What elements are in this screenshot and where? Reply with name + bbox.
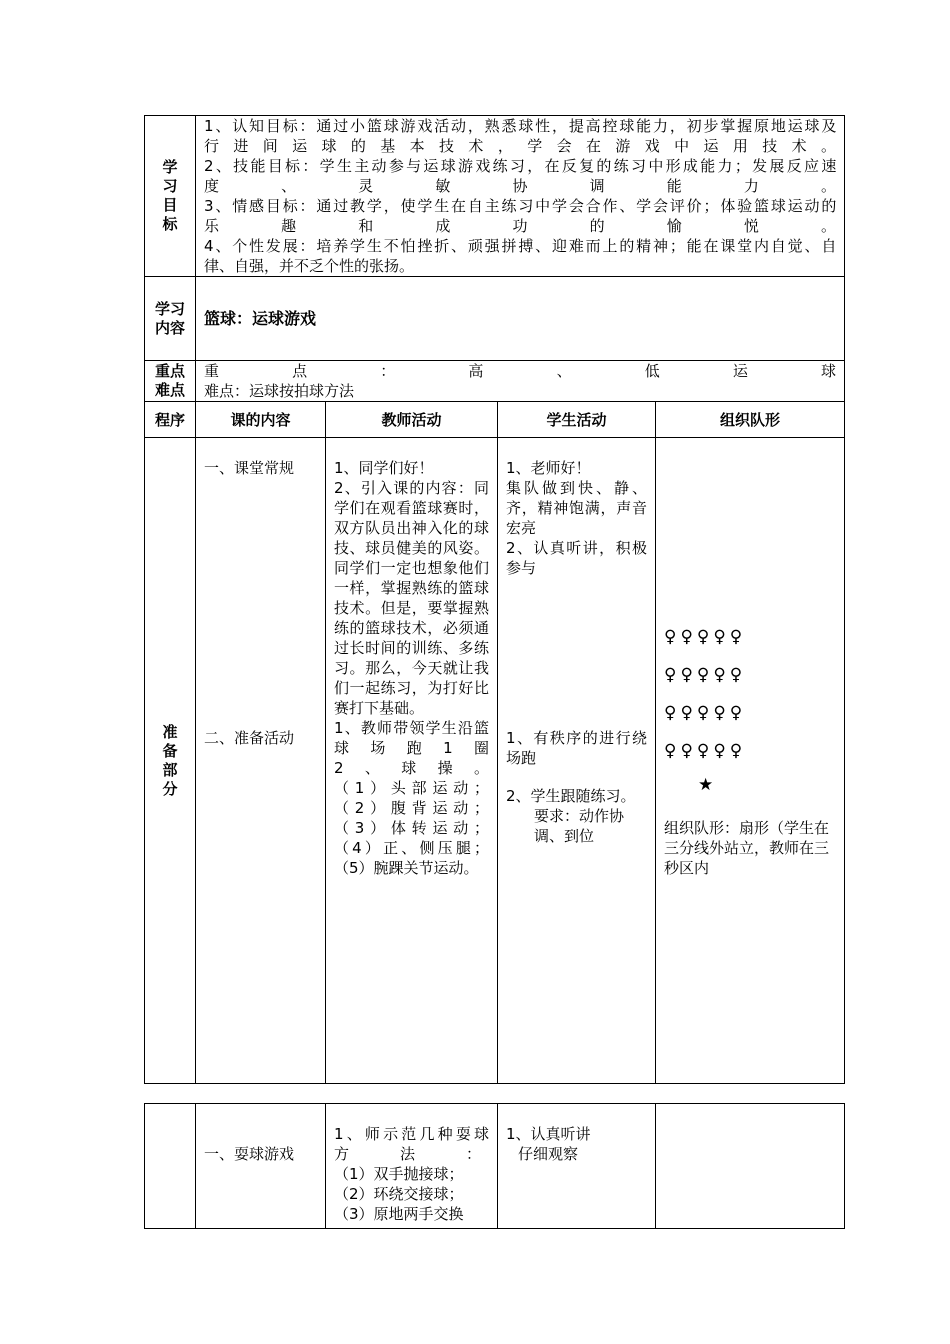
prep-lesson-1: 一、课堂常规 — [204, 459, 295, 477]
key-point: 重点：高、低运球 — [204, 362, 837, 380]
teacher-intro: 2、引入课的内容：同学们在观看篮球赛时，双方队员出神入化的球技、球员健美的风姿。同学们一定也想象他们一样，掌握熟练的篮球技术。但是，要掌握熟练的篮球技术，必须通过长时间的训练、多练习。那么，今天就让我们一起练习，为打好比赛打下基础。 — [334, 479, 489, 717]
formation-row-1: ♀♀♀♀♀ — [664, 627, 747, 647]
part2-formation-cell — [656, 1104, 845, 1229]
keypoints-cell — [196, 361, 845, 402]
student-listen: 2、认真听讲，积极参与 — [506, 539, 647, 577]
content-cell — [196, 277, 845, 361]
student-follow: 2、学生跟随练习。 — [506, 787, 636, 805]
student-run: 1、有秩序的进行绕场跑 — [506, 729, 647, 767]
student-requirement: 要求：动作协调、到位 — [534, 807, 625, 845]
teacher-run: 1、教师带领学生沿篮球场跑1圈 — [334, 719, 489, 757]
part2-lesson-cell — [196, 1104, 326, 1229]
part2-student-1: 1、认真听讲 — [506, 1125, 591, 1143]
header-student: 学生活动 — [498, 402, 656, 438]
goal-1b: 行进间运球的基本技术，学会在游戏中运用技术。 — [204, 137, 837, 155]
trick-1: （1）双手抛接球； — [334, 1165, 464, 1183]
exercise-5: （5）腕踝关节运动。 — [334, 859, 479, 877]
goal-4b: 律、自强，并不乏个性的张扬。 — [204, 257, 415, 275]
formation-diagram — [664, 618, 746, 800]
lesson-plan-table-2 — [144, 1103, 845, 1229]
difficulty-point: 难点：运球按拍球方法 — [204, 382, 355, 400]
exercise-3: （3）体转运动； — [334, 819, 489, 837]
part2-teacher-cell — [326, 1104, 498, 1229]
exercise-4: （4）正、侧压腿； — [334, 839, 489, 857]
prep-label-cell — [145, 438, 196, 1084]
trick-3: （3）原地两手交换 — [334, 1205, 464, 1223]
exercise-2: （2）腹背运动； — [334, 799, 489, 817]
teacher-demo-a: 1、师示范几种耍球 — [334, 1125, 489, 1143]
formation-row-4: ♀♀♀♀♀ — [664, 741, 747, 761]
formation-row-2: ♀♀♀♀♀ — [664, 665, 747, 685]
student-greet: 1、老师好！ — [506, 459, 591, 477]
part2-student-2: 仔细观察 — [518, 1145, 579, 1163]
trick-2: （2）环绕交接球； — [334, 1185, 464, 1203]
lesson-plan-table — [144, 115, 845, 1084]
goals-cell — [196, 116, 845, 277]
part2-lesson-1: 一、耍球游戏 — [204, 1145, 295, 1163]
goal-4a: 4、个性发展：培养学生不怕挫折、顽强拼搏、迎难而上的精神；能在课堂内自觉、自 — [204, 237, 837, 255]
prep-label: 准备部分 — [162, 722, 178, 798]
goal-1a: 1、认知目标：通过小篮球游戏活动，熟悉球性，提高控球能力，初步掌握原地运球及 — [204, 117, 837, 135]
exercise-1: （1）头部运动； — [334, 779, 489, 797]
content-value: 篮球：运球游戏 — [204, 308, 317, 328]
prep-lesson-cell — [196, 438, 326, 1084]
goal-2a: 2、技能目标：学生主动参与运球游戏练习，在反复的练习中形成能力；发展反应速 — [204, 157, 837, 175]
prep-student-cell — [498, 438, 656, 1084]
content-label-cell — [145, 277, 196, 361]
part2-label-cell — [145, 1104, 196, 1229]
goals-label: 学习目标 — [162, 158, 178, 233]
header-program: 程序 — [145, 402, 196, 438]
goals-label-cell — [145, 116, 196, 277]
formation-note: 组织队形：扇形（学生在三分线外站立，教师在三秒区内 — [664, 819, 830, 877]
student-line: 集队做到快、静、齐，精神饱满，声音宏亮 — [506, 479, 647, 537]
part2-student-cell — [498, 1104, 656, 1229]
goal-3a: 3、情感目标：通过教学，使学生在自主练习中学会合作、学会评价；体验篮球运动的 — [204, 197, 837, 215]
prep-lesson-2: 二、准备活动 — [204, 729, 295, 747]
keypoints-label-cell — [145, 361, 196, 402]
header-teacher: 教师活动 — [326, 402, 498, 438]
keypoints-label: 重点难点 — [154, 362, 185, 399]
teacher-star-icon: ★ — [698, 775, 714, 795]
teacher-greet: 1、同学们好！ — [334, 459, 434, 477]
teacher-exercise: 2、球操。 — [334, 759, 489, 777]
formation-row-3: ♀♀♀♀♀ — [664, 703, 747, 723]
goal-3b: 乐趣和成功的愉悦。 — [204, 217, 837, 235]
header-lesson: 课的内容 — [196, 402, 326, 438]
goal-2b: 度、灵敏协调能力。 — [204, 177, 837, 195]
teacher-demo-b: 方法： — [334, 1145, 481, 1163]
content-label: 学习内容 — [154, 299, 185, 337]
prep-formation-cell — [656, 438, 845, 1084]
header-formation: 组织队形 — [656, 402, 845, 438]
prep-teacher-cell — [326, 438, 498, 1084]
